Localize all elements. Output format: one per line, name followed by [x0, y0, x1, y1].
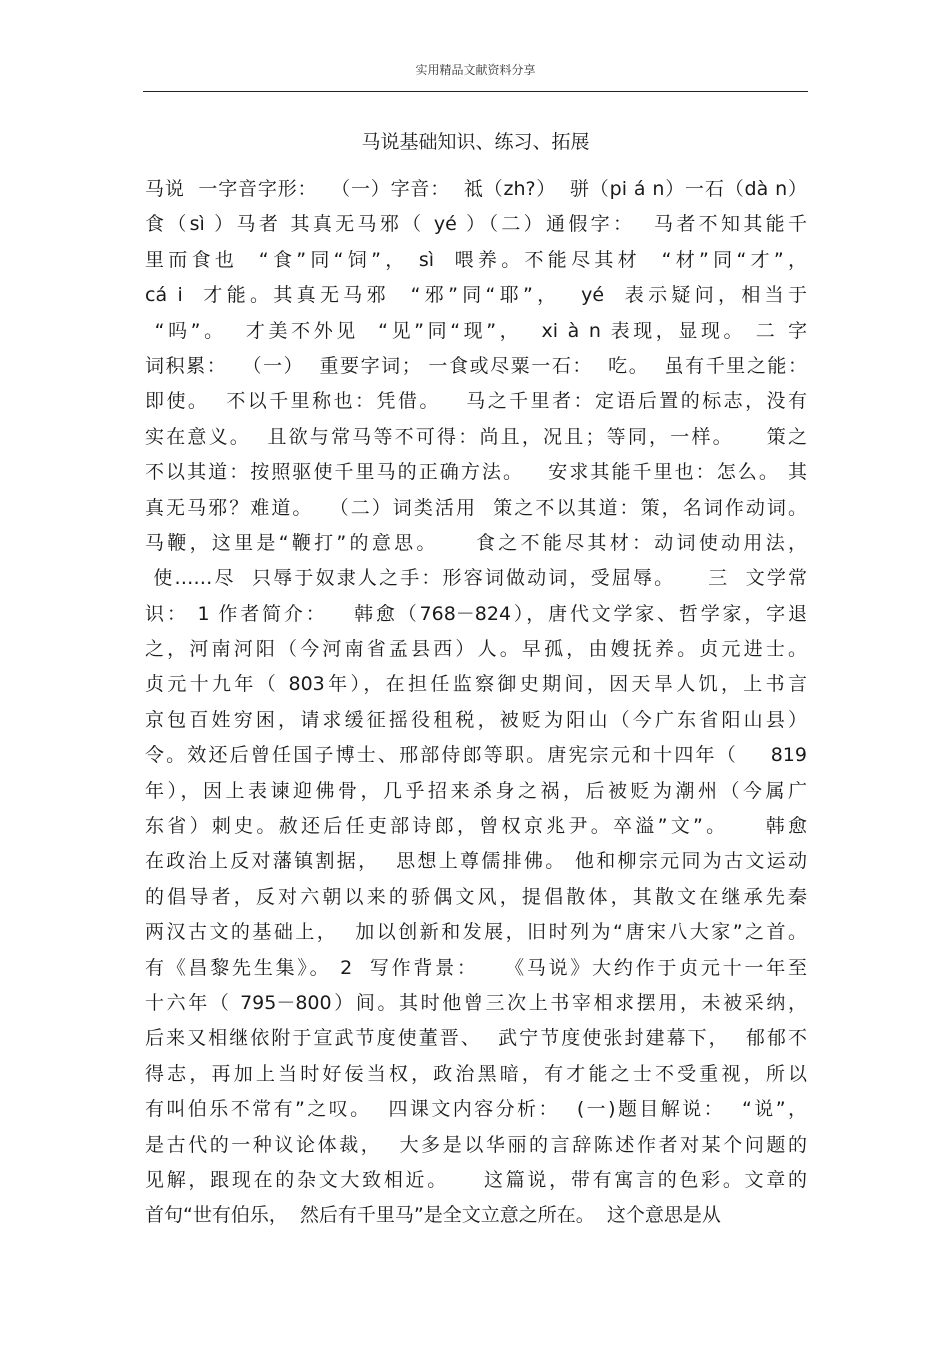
body-line: 首句“世有伯乐， 然后有千里马”是全文立意之所在。 这个意思是从: [145, 1204, 721, 1227]
body-line: 有叫伯乐不常有”之叹。 四课文内容分析： (一)题目解说： “说”，: [145, 1098, 807, 1121]
body-line: 即使。 不以千里称也：凭借。 马之千里者：定语后置的标志，没有: [145, 390, 807, 413]
body-line: 马鞭，这里是“鞭打”的意思。 食之不能尽其材：动词使动用法，: [145, 531, 807, 554]
body-line: 实在意义。 且欲与常马等不可得：尚且，况且；等同，一样。 策之: [145, 425, 807, 448]
body-line: 得志，再加上当时好佞当权，政治黑暗，有才能之士不受重视，所以: [145, 1062, 807, 1085]
body-line: “吗”。 才美不外见 “见”同“现”， xi à n 表现，显现。 二 字: [145, 319, 807, 342]
body-line: 令。效还后曾任国子博士、邢部侍郎等职。唐宪宗元和十四年（ 819: [145, 744, 807, 767]
header-divider: [143, 91, 808, 92]
body-line: 是古代的一种议论体裁， 大多是以华丽的言辞陈述作者对某个问题的: [145, 1133, 807, 1156]
body-line: 东省）刺史。赦还后任吏部诗郎，曾权京兆尹。卒溢”文”。 韩愈: [145, 815, 807, 838]
body-line: 识： 1 作者简介： 韩愈（768－824），唐代文学家、哲学家，字退: [145, 602, 807, 625]
body-line: 十六年（ 795－800）间。其时他曾三次上书宰相求摆用，未被采纳，: [145, 991, 807, 1014]
body-line: 词积累： （一） 重要字词； 一食或尽粟一石： 吃。 虽有千里之能：: [145, 354, 807, 377]
document-body: [145, 172, 807, 1234]
body-line: 之，河南河阳（今河南省孟县西）人。早孤，由嫂抚养。贞元进士。: [145, 638, 807, 661]
body-line: 后来又相继依附于宣武节度使董晋、 武宁节度使张封建幕下， 郁郁不: [145, 1027, 807, 1050]
document-title: 马说基础知识、练习、拓展: [361, 131, 590, 153]
body-line: 里而食也 “食”同“饲”， sì 喂养。不能尽其材 “材”同“才”，: [145, 248, 807, 271]
body-line: 马说 一字音字形： （一）字音： 祗（zh?） 骈（pi á n）一石（dà n）: [145, 178, 807, 200]
body-line: 使……尽 只辱于奴隶人之手：形容词做动词，受屈辱。 三 文学常: [145, 567, 807, 590]
body-line: 有《昌黎先生集》。 2 写作背景： 《马说》大约作于贞元十一年至: [145, 956, 807, 979]
body-line: 真无马邪？难道。 （二）词类活用 策之不以其道：策，名词作动词。: [145, 496, 807, 519]
body-line: 见解，跟现在的杂文大致相近。 这篇说，带有寓言的色彩。文章的: [145, 1168, 807, 1191]
page-header-caption: 实用精品文献资料分享: [415, 63, 536, 77]
body-line: 的倡导者，反对六朝以来的骄偶文风，提倡散体，其散文在继承先秦: [145, 885, 807, 908]
body-line: 京包百姓穷困，请求缓征摇役租税，被贬为阳山（今广东省阳山县）: [145, 708, 807, 731]
body-line: cá i 才能。其真无马邪 “邪”同“耶”， yé 表示疑问，相当于: [145, 284, 807, 307]
body-line: 贞元十九年（ 803年），在担任监察御史期间，因天旱人饥，上书言: [145, 673, 807, 696]
body-line: 年），因上表谏迎佛骨，几乎招来杀身之祸，后被贬为潮州（今属广: [145, 779, 807, 802]
body-line: 不以其道：按照驱使千里马的正确方法。 安求其能千里也：怎么。 其: [145, 461, 807, 484]
body-line: 两汉古文的基础上， 加以创新和发展，旧时列为“唐宋八大家”之首。: [145, 921, 807, 944]
body-line: 在政治上反对藩镇割据， 思想上尊儒排佛。 他和柳宗元同为古文运动: [145, 850, 807, 873]
body-line: 食（sì ）马者 其真无马邪（ yé ）（二）通假字： 马者不知其能千: [145, 213, 807, 236]
